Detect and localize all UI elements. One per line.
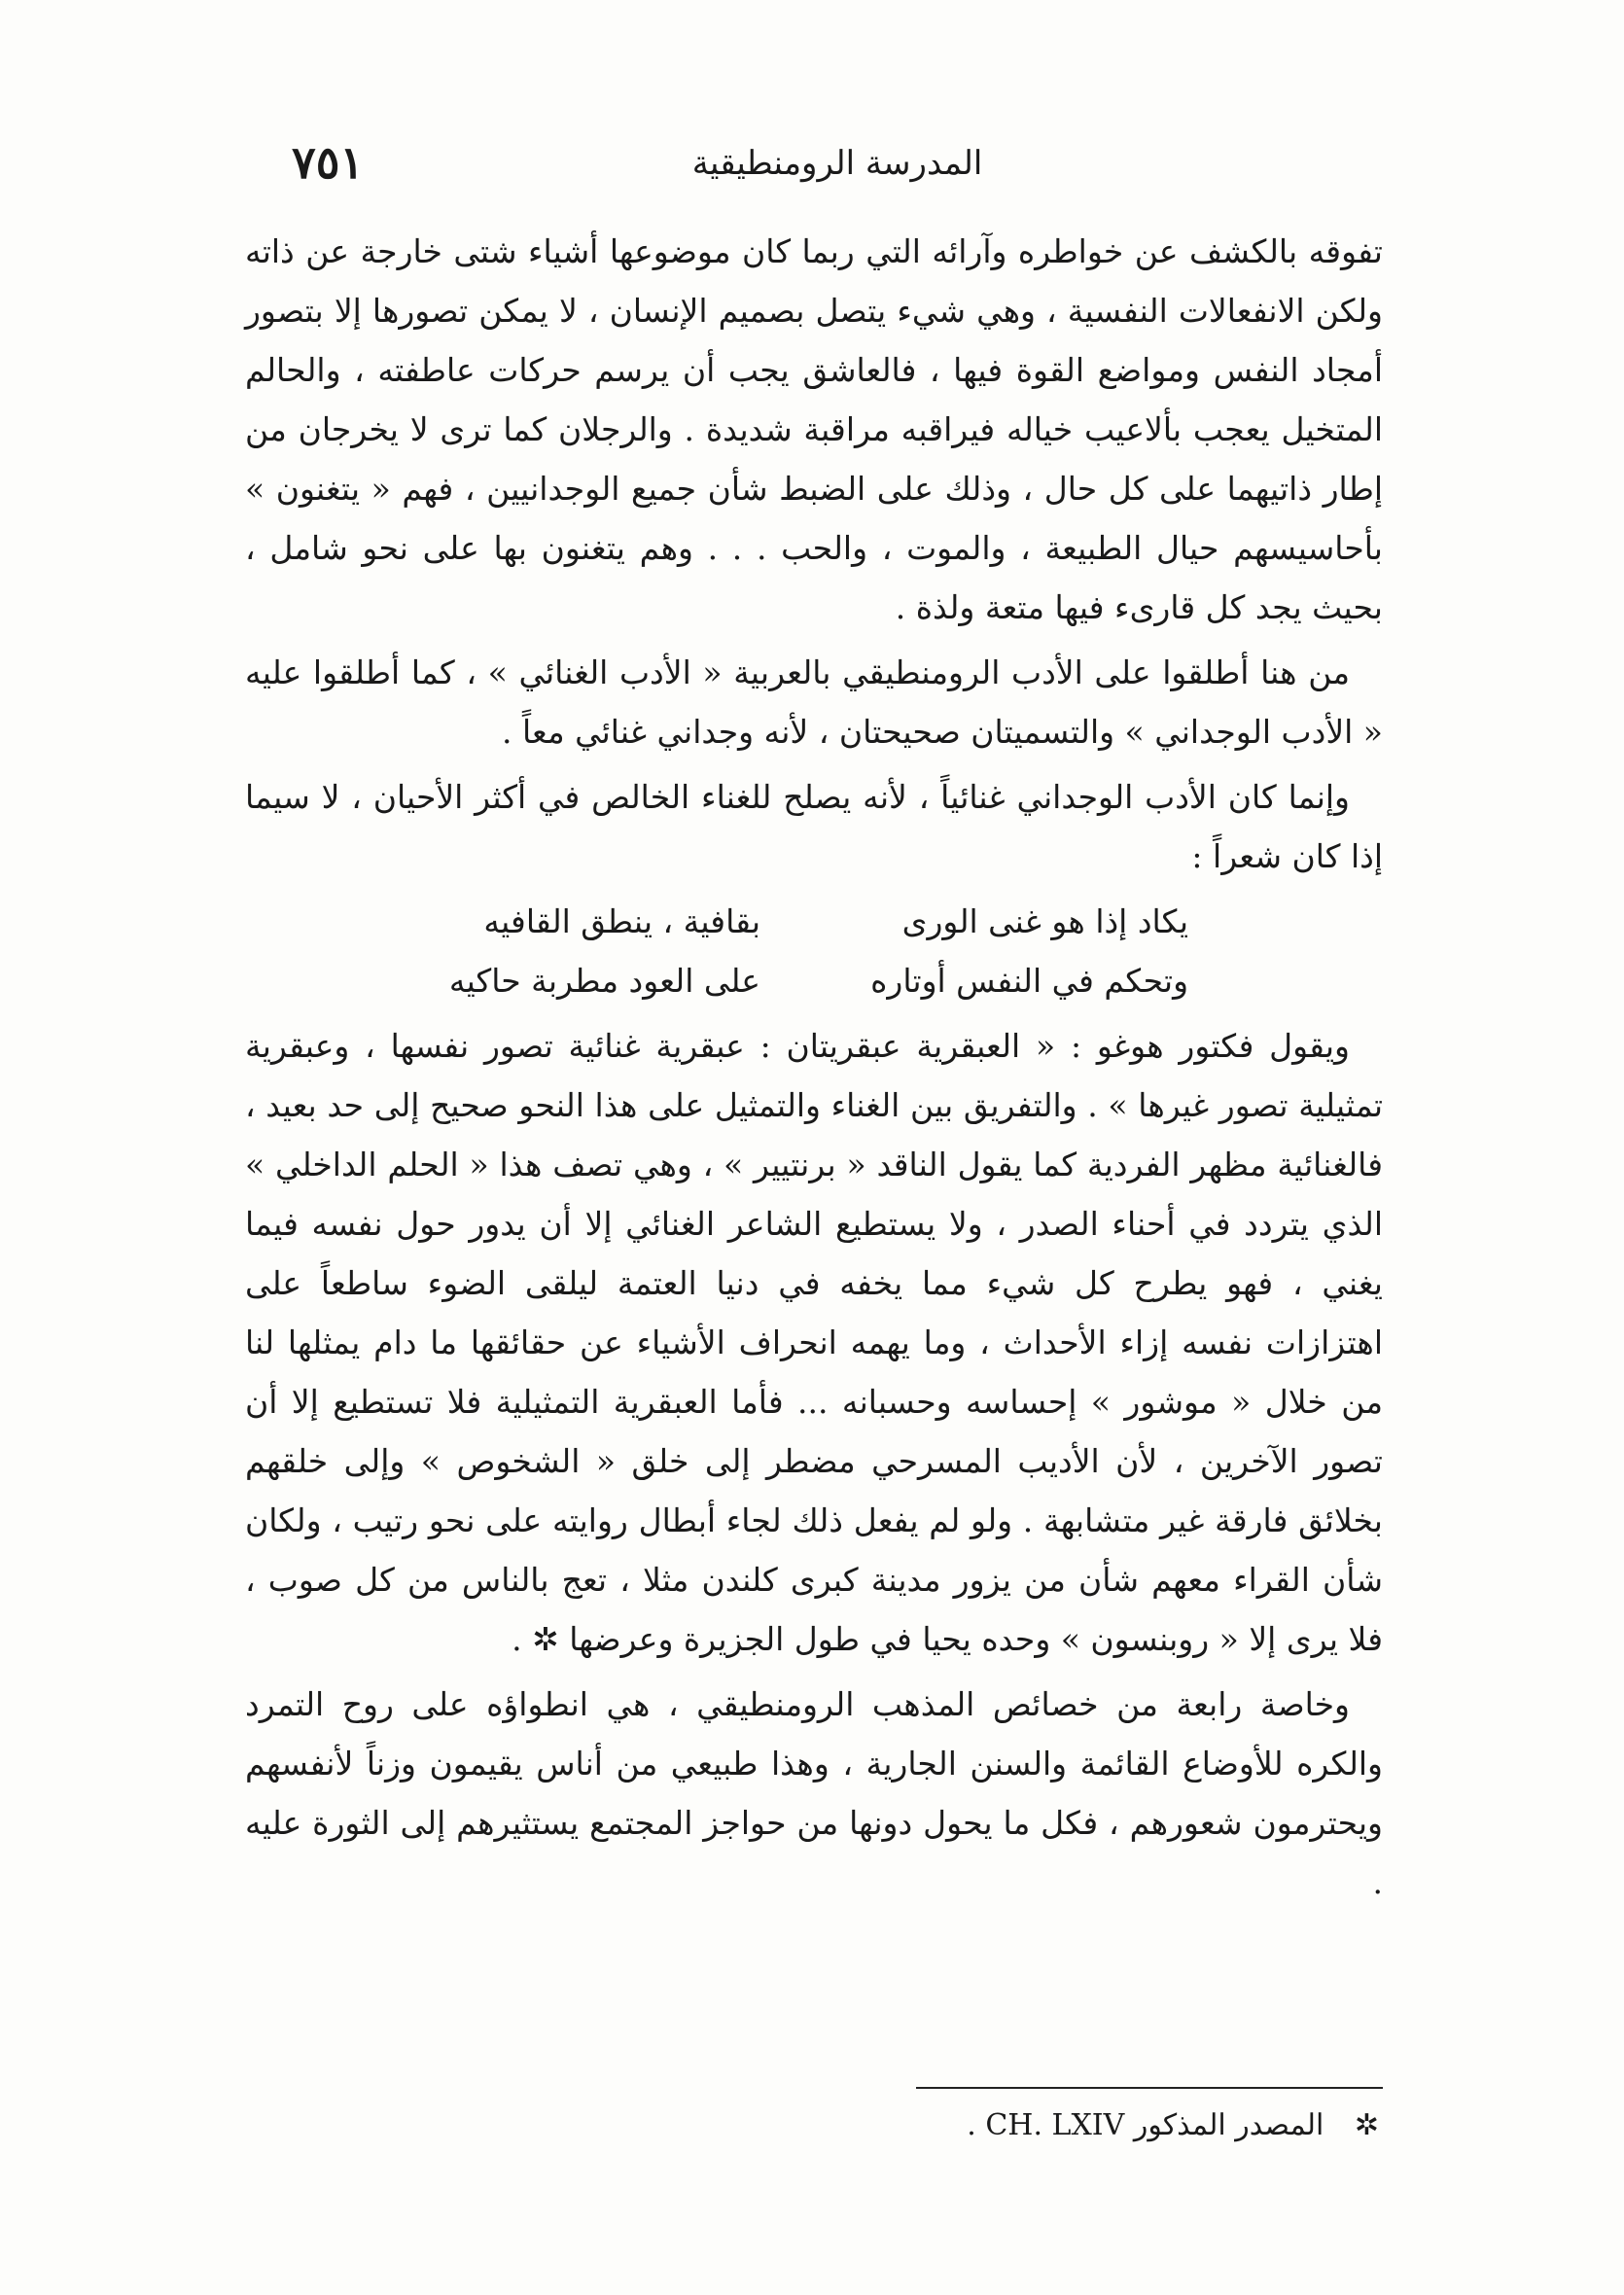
verse-second-hemistich: على العود مطربة حاكيه xyxy=(448,962,760,1000)
poem-verse xyxy=(245,892,1383,1010)
verse-line xyxy=(245,951,1383,1010)
page-number: ٧٥١ xyxy=(292,136,365,189)
paragraph: ويقول فكتور هوغو : « العبقرية عبقريتان : عبقرية غنائية تصور نفسها ، وعبقرية تمثيلية تصور غيرها » . والتفريق بين الغناء والتمثيل على هذا النحو صحيح إلى حد بعيد ، فالغنائية مظهر الفردية كما يقول الناقد « برنتيير » ، وهي تصف هذا « الحلم الداخلي » الذي يتردد في أحناء الصدر ، ولا يستطيع الشاعر الغنائي إلا أن يدور حول نفسه فيما يغني ، فهو يطرح كل شيء مما يخفه في دنيا العتمة ليلقى الضوء ساطعاً على اهتزازات نفسه إزاء الأحداث ، وما يهمه انحراف الأشياء عن حقائقها ما دام يمثلها لنا من خلال « موشور » إحساسه وحسبانه ... فأما العبقرية التمثيلية فلا تستطيع إلا أن تصور الآخرين ، لأن الأديب المسرحي مضطر إلى خلق « الشخوص » وإلى خلقهم بخلائق فارقة غير متشابهة . ولو لم يفعل ذلك لجاء أبطال روايته على نحو رتيب ، ولكان شأن القراء معهم شأن من يزور مدينة كبرى كلندن مثلا ، تعج بالناس من كل صوب ، فلا يرى إلا « روبنسون » وحده يحيا في طول الجزيرة وعرضها ✲ . xyxy=(245,1027,1383,1658)
paragraph: من هنا أطلقوا على الأدب الرومنطيقي بالعربية « الأدب الغنائي » ، كما أطلقوا عليه « الأدب الوجداني » والتسميتان صحيحتان ، لأنه وجداني غنائي معاً . xyxy=(245,653,1383,751)
running-title: المدرسة الرومنطيقية xyxy=(691,144,983,183)
paragraph: وخاصة رابعة من خصائص المذهب الرومنطيقي ، هي انطواؤه على روح التمرد والكره للأوضاع القائمة والسنن الجارية ، وهذا طبيعي من أناس يقيمون وزناً لأنفسهم ويحترمون شعورهم ، فكل ما يحول دونها من حواجز المجتمع يستثيرهم إلى الثورة عليه . xyxy=(245,1685,1383,1901)
footnote-text: المصدر المذكور CH. LXIV . xyxy=(967,2108,1324,2142)
page-header xyxy=(292,136,1383,194)
main-text xyxy=(245,222,1383,1918)
verse-line xyxy=(245,892,1383,951)
footnote-divider xyxy=(916,2087,1383,2089)
verse-first-hemistich: يكاد إذا هو غنى الورى xyxy=(901,902,1188,940)
footnote-marker: ✲ xyxy=(1354,2108,1379,2142)
paragraph: تفوقه بالكشف عن خواطره وآرائه التي ربما كان موضوعها أشياء شتى خارجة عن ذاته ولكن الانفعالات النفسية ، وهي شيء يتصل بصميم الإنسان ، لا يمكن تصورها إلا بتصور أمجاد النفس ومواضع القوة فيها ، فالعاشق يجب أن يرسم حركات عاطفته ، والحالم المتخيل يعجب بألاعيب خياله فيراقبه مراقبة شديدة . والرجلان كما ترى لا يخرجان من إطار ذاتيهما على كل حال ، وذلك على الضبط شأن جميع الوجدانيين ، فهم « يتغنون » بأحاسيسهم حيال الطبيعة ، والموت ، والحب . . . وهم يتغنون بها على نحو شامل ، بحيث يجد كل قارىء فيها متعة ولذة . xyxy=(245,232,1383,626)
verse-second-hemistich: بقافية ، ينطق القافيه xyxy=(483,902,760,940)
footnote xyxy=(245,2106,1379,2145)
paragraph: وإنما كان الأدب الوجداني غنائياً ، لأنه يصلح للغناء الخالص في أكثر الأحيان ، لا سيما إذا كان شعراً : xyxy=(245,778,1383,875)
verse-first-hemistich: وتحكم في النفس أوتاره xyxy=(870,962,1188,1000)
